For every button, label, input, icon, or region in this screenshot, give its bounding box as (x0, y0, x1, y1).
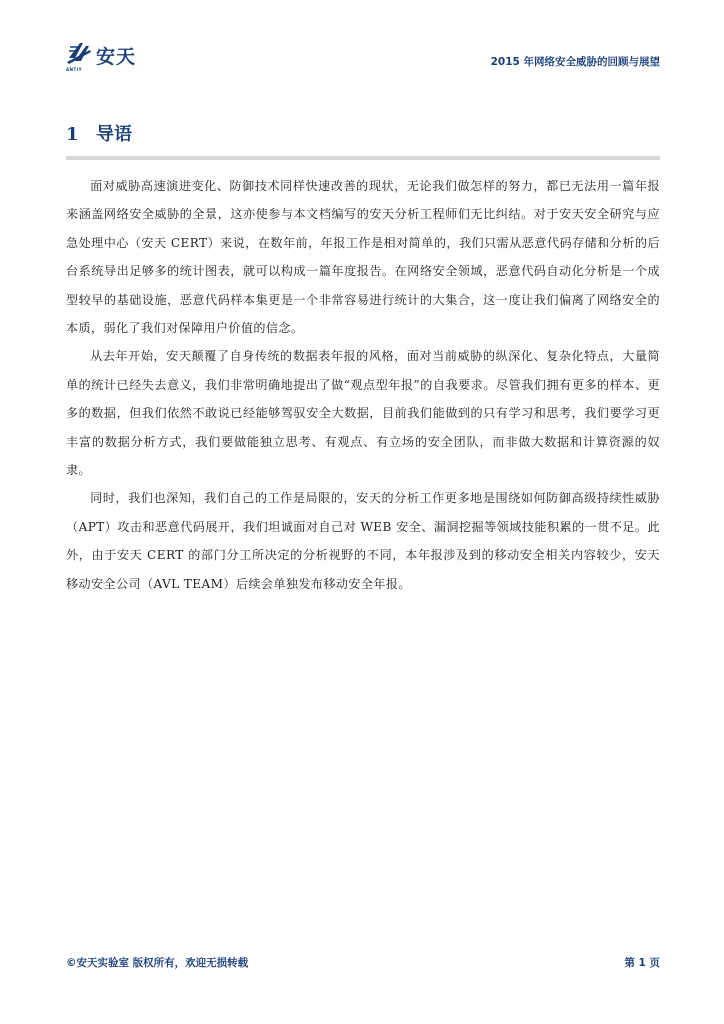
antiy-logo-icon (66, 40, 94, 70)
heading-divider (66, 156, 660, 160)
paragraph: 面对威胁高速演进变化、防御技术同样快速改善的现状，无论我们做怎样的努力，都已无法用一篇年报来涵盖网络安全威胁的全景，这亦使参与本文档编写的安天分析工程师们无比纠结。对于安天安全研究与应急处理中心（安天 CERT）来说，在数年前，年报工作是相对简单的，我们只需从恶意代码存储和分析的后台系统导出足够多的统计图表，就可以构成一篇年度报告。在网络安全领域，恶意代码自动化分析是一个成型较早的基础设施，恶意代码样本集更是一个非常容易进行统计的大集合，这一度让我们偏离了网络安全的本质，弱化了我们对保障用户价值的信念。 (66, 179, 660, 336)
page-header (66, 40, 660, 76)
page-number: 第 1 页 (624, 957, 660, 969)
section-title: 导语 (96, 124, 132, 145)
paragraph: 从去年开始，安天颠覆了自身传统的数据表年报的风格，面对当前威胁的纵深化、复杂化特点，大量简单的统计已经失去意义，我们非常明确地提出了做“观点型年报”的自我要求。尽管我们拥有更多的样本、更多的数据，但我们依然不敢说已经能够驾驭安全大数据，目前我们能做到的只有学习和思考，我们要学习更丰富的数据分析方式，我们要做能独立思考、有观点、有立场的安全团队，而非做大数据和计算资源的奴隶。 (66, 349, 660, 478)
antiy-logo (66, 40, 136, 70)
logo-subtext: ANTIY (66, 67, 83, 72)
logo-text: 安天 (96, 46, 137, 68)
copyright-text: ©安天实验室 版权所有，欢迎无损转载 (66, 957, 249, 969)
section-number: 1 (66, 124, 79, 145)
paragraph: 同时，我们也深知，我们自己的工作是局限的，安天的分析工作更多地是围绕如何防御高级持续性威胁（APT）攻击和恶意代码展开，我们坦诚面对自己对 WEB 安全、漏洞挖掘等领域技能积累的一贯不足。此外，由于安天 CERT 的部门分工所决定的分析视野的不同，本年报涉及到的移动安全相关内容较少，安天移动安全公司（AVL TEAM）后续会单独发布移动安全年报。 (66, 491, 660, 591)
body-text (66, 172, 660, 598)
report-title: 2015 年网络安全威胁的回顾与展望 (490, 56, 660, 68)
section-heading (66, 120, 132, 146)
